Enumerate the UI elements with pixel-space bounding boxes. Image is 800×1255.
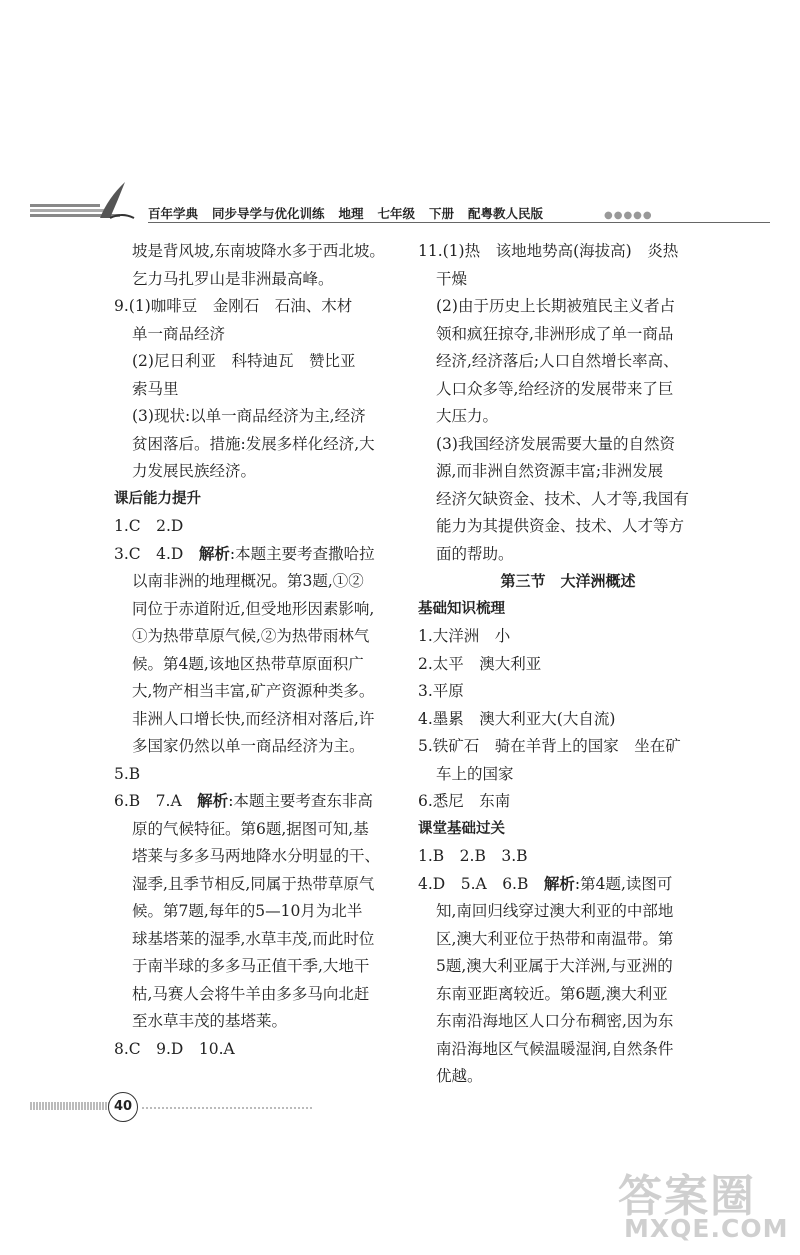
answer-line: 东南亚距离较近。第6题,澳大利亚 xyxy=(436,984,668,1003)
footer-bar xyxy=(30,1102,110,1110)
answer-line: ①为热带草原气候,②为热带雨林气 xyxy=(132,627,370,645)
watermark-url: MXQE.COM xyxy=(624,1214,789,1243)
answer-line: 5题,澳大利亚属于大洋洲,与亚洲的 xyxy=(436,957,673,975)
answer-line: 3.C 4.D 解析:本题主要考查撒哈拉 xyxy=(114,544,375,563)
edition: 配粤教人民版 xyxy=(468,206,544,221)
answer-line: (2)尼日利亚 科特迪瓦 赞比亚 xyxy=(132,352,356,370)
answer-line: (3)我国经济发展需要大量的自然资 xyxy=(436,434,675,453)
answer-line: 经济,经济落后;人口自然增长率高、 xyxy=(436,352,679,370)
answer-line: 大,物产相当丰富,矿产资源种类多。 xyxy=(132,682,375,700)
answer-line: 同位于赤道附近,但受地形因素影响, xyxy=(132,599,375,618)
answer-line: 源,而非洲自然资源丰富;非洲发展 xyxy=(436,462,664,480)
answer-line: 能力为其提供资金、技术、人才等方 xyxy=(436,517,685,535)
answer-line: 6.悉尼 东南 xyxy=(418,792,511,810)
section-heading: 课堂基础过关 xyxy=(418,820,505,837)
answer-line: 人口众多等,给经济的发展带来了巨 xyxy=(436,379,674,398)
answer-line: 力发展民族经济。 xyxy=(132,462,257,480)
answer-line: 4.墨累 澳大利亚大(大自流) xyxy=(418,709,616,728)
answer-line: 索马里 xyxy=(132,379,179,398)
page-number: 40 xyxy=(108,1092,138,1122)
answer-line: 优越。 xyxy=(436,1067,483,1085)
page-header xyxy=(30,178,770,228)
answer-line: 11.(1)热 该地地势高(海拔高) 炎热 xyxy=(418,242,679,260)
series-title: 同步导学与优化训练 xyxy=(212,206,325,221)
brand-name: 百年学典 xyxy=(148,206,199,221)
header-title xyxy=(148,204,553,222)
header-rule xyxy=(148,222,770,223)
answer-line: 6.B 7.A 解析:本题主要考查东非高 xyxy=(114,792,373,810)
answer-line: 湿季,且季节相反,同属于热带草原气 xyxy=(132,874,375,893)
answer-line: 3.平原 xyxy=(418,682,464,700)
answer-line: 候。第4题,该地区热带草原面积广 xyxy=(132,654,364,673)
answer-line: 于南半球的多多马正值干季,大地干 xyxy=(132,957,370,975)
answer-line: 至水草丰茂的基塔莱。 xyxy=(132,1012,288,1030)
right-column xyxy=(418,238,718,1091)
answer-line: 候。第7题,每年的5—10月为北半 xyxy=(132,902,363,920)
answer-line: 塔莱与多多马两地降水分明显的干、 xyxy=(132,847,381,865)
answer-line: 9.(1)咖啡豆 金刚石 石油、木材 xyxy=(114,297,353,315)
answer-line: 5.B xyxy=(114,764,141,783)
footer-dotted-line xyxy=(142,1107,312,1109)
page-footer xyxy=(30,1090,310,1130)
answer-line: 区,澳大利亚位于热带和南温带。第 xyxy=(436,929,674,948)
answer-line: 以南非洲的地理概况。第3题,①② xyxy=(132,572,364,590)
answer-line: 东南沿海地区人口分布稠密,因为东 xyxy=(436,1012,674,1030)
answer-line: 知,南回归线穿过澳大利亚的中部地 xyxy=(436,902,674,920)
answer-line: 4.D 5.A 6.B 解析:第4题,读图可 xyxy=(418,874,673,893)
answer-line: 2.太平 澳大利亚 xyxy=(418,654,542,673)
answer-line: (3)现状:以单一商品经济为主,经济 xyxy=(132,407,366,425)
answer-line: 1.C 2.D xyxy=(114,517,184,535)
watermark-logo: 答案圈 xyxy=(618,1171,756,1222)
answer-line: 1.B 2.B 3.B xyxy=(418,847,528,865)
section-heading: 课后能力提升 xyxy=(114,490,201,507)
answer-line: 单一商品经济 xyxy=(132,324,226,343)
answer-line: 非洲人口增长快,而经济相对落后,许 xyxy=(132,709,375,728)
answer-line: 南沿海地区气候温暖湿润,自然条件 xyxy=(436,1039,674,1058)
volume: 下册 xyxy=(429,206,455,221)
answer-line: 5.铁矿石 骑在羊背上的国家 坐在矿 xyxy=(418,737,681,755)
answer-line: 原的气候特征。第6题,据图可知,基 xyxy=(132,819,369,838)
subject: 地理 xyxy=(338,206,364,221)
left-column xyxy=(114,238,410,1063)
answer-line: 车上的国家 xyxy=(436,764,514,783)
answer-line: 经济欠缺资金、技术、人才等,我国有 xyxy=(436,489,689,508)
answer-line: 乞力马扎罗山是非洲最高峰。 xyxy=(132,269,334,288)
watermark xyxy=(618,1160,788,1248)
header-dots: ●●●●● xyxy=(604,210,653,221)
answer-line: (2)由于历史上长期被殖民主义者占 xyxy=(436,297,675,315)
chapter-heading: 第三节 大洋洲概述 xyxy=(500,572,636,590)
answer-line: 1.大洋洲 小 xyxy=(418,627,511,645)
answer-line: 8.C 9.D 10.A xyxy=(114,1039,235,1058)
answer-line: 大压力。 xyxy=(436,407,499,425)
answer-line: 坡是背风坡,东南坡降水多于西北坡。 xyxy=(132,242,385,260)
answer-line: 球基塔莱的湿季,水草丰茂,而此时位 xyxy=(132,929,375,948)
section-heading: 基础知识梳理 xyxy=(418,600,505,617)
answer-line: 多国家仍然以单一商品经济为主。 xyxy=(132,737,365,755)
answer-line: 贫困落后。措施:发展多样化经济,大 xyxy=(132,434,375,453)
answer-line: 枯,马赛人会将牛羊由多多马向北赶 xyxy=(132,984,370,1003)
answer-line: 领和疯狂掠夺,非洲形成了单一商品 xyxy=(436,324,674,343)
book-quill-logo-icon xyxy=(30,178,140,228)
answer-line: 干燥 xyxy=(436,269,468,288)
answer-line: 面的帮助。 xyxy=(436,544,514,563)
grade: 七年级 xyxy=(377,206,416,221)
